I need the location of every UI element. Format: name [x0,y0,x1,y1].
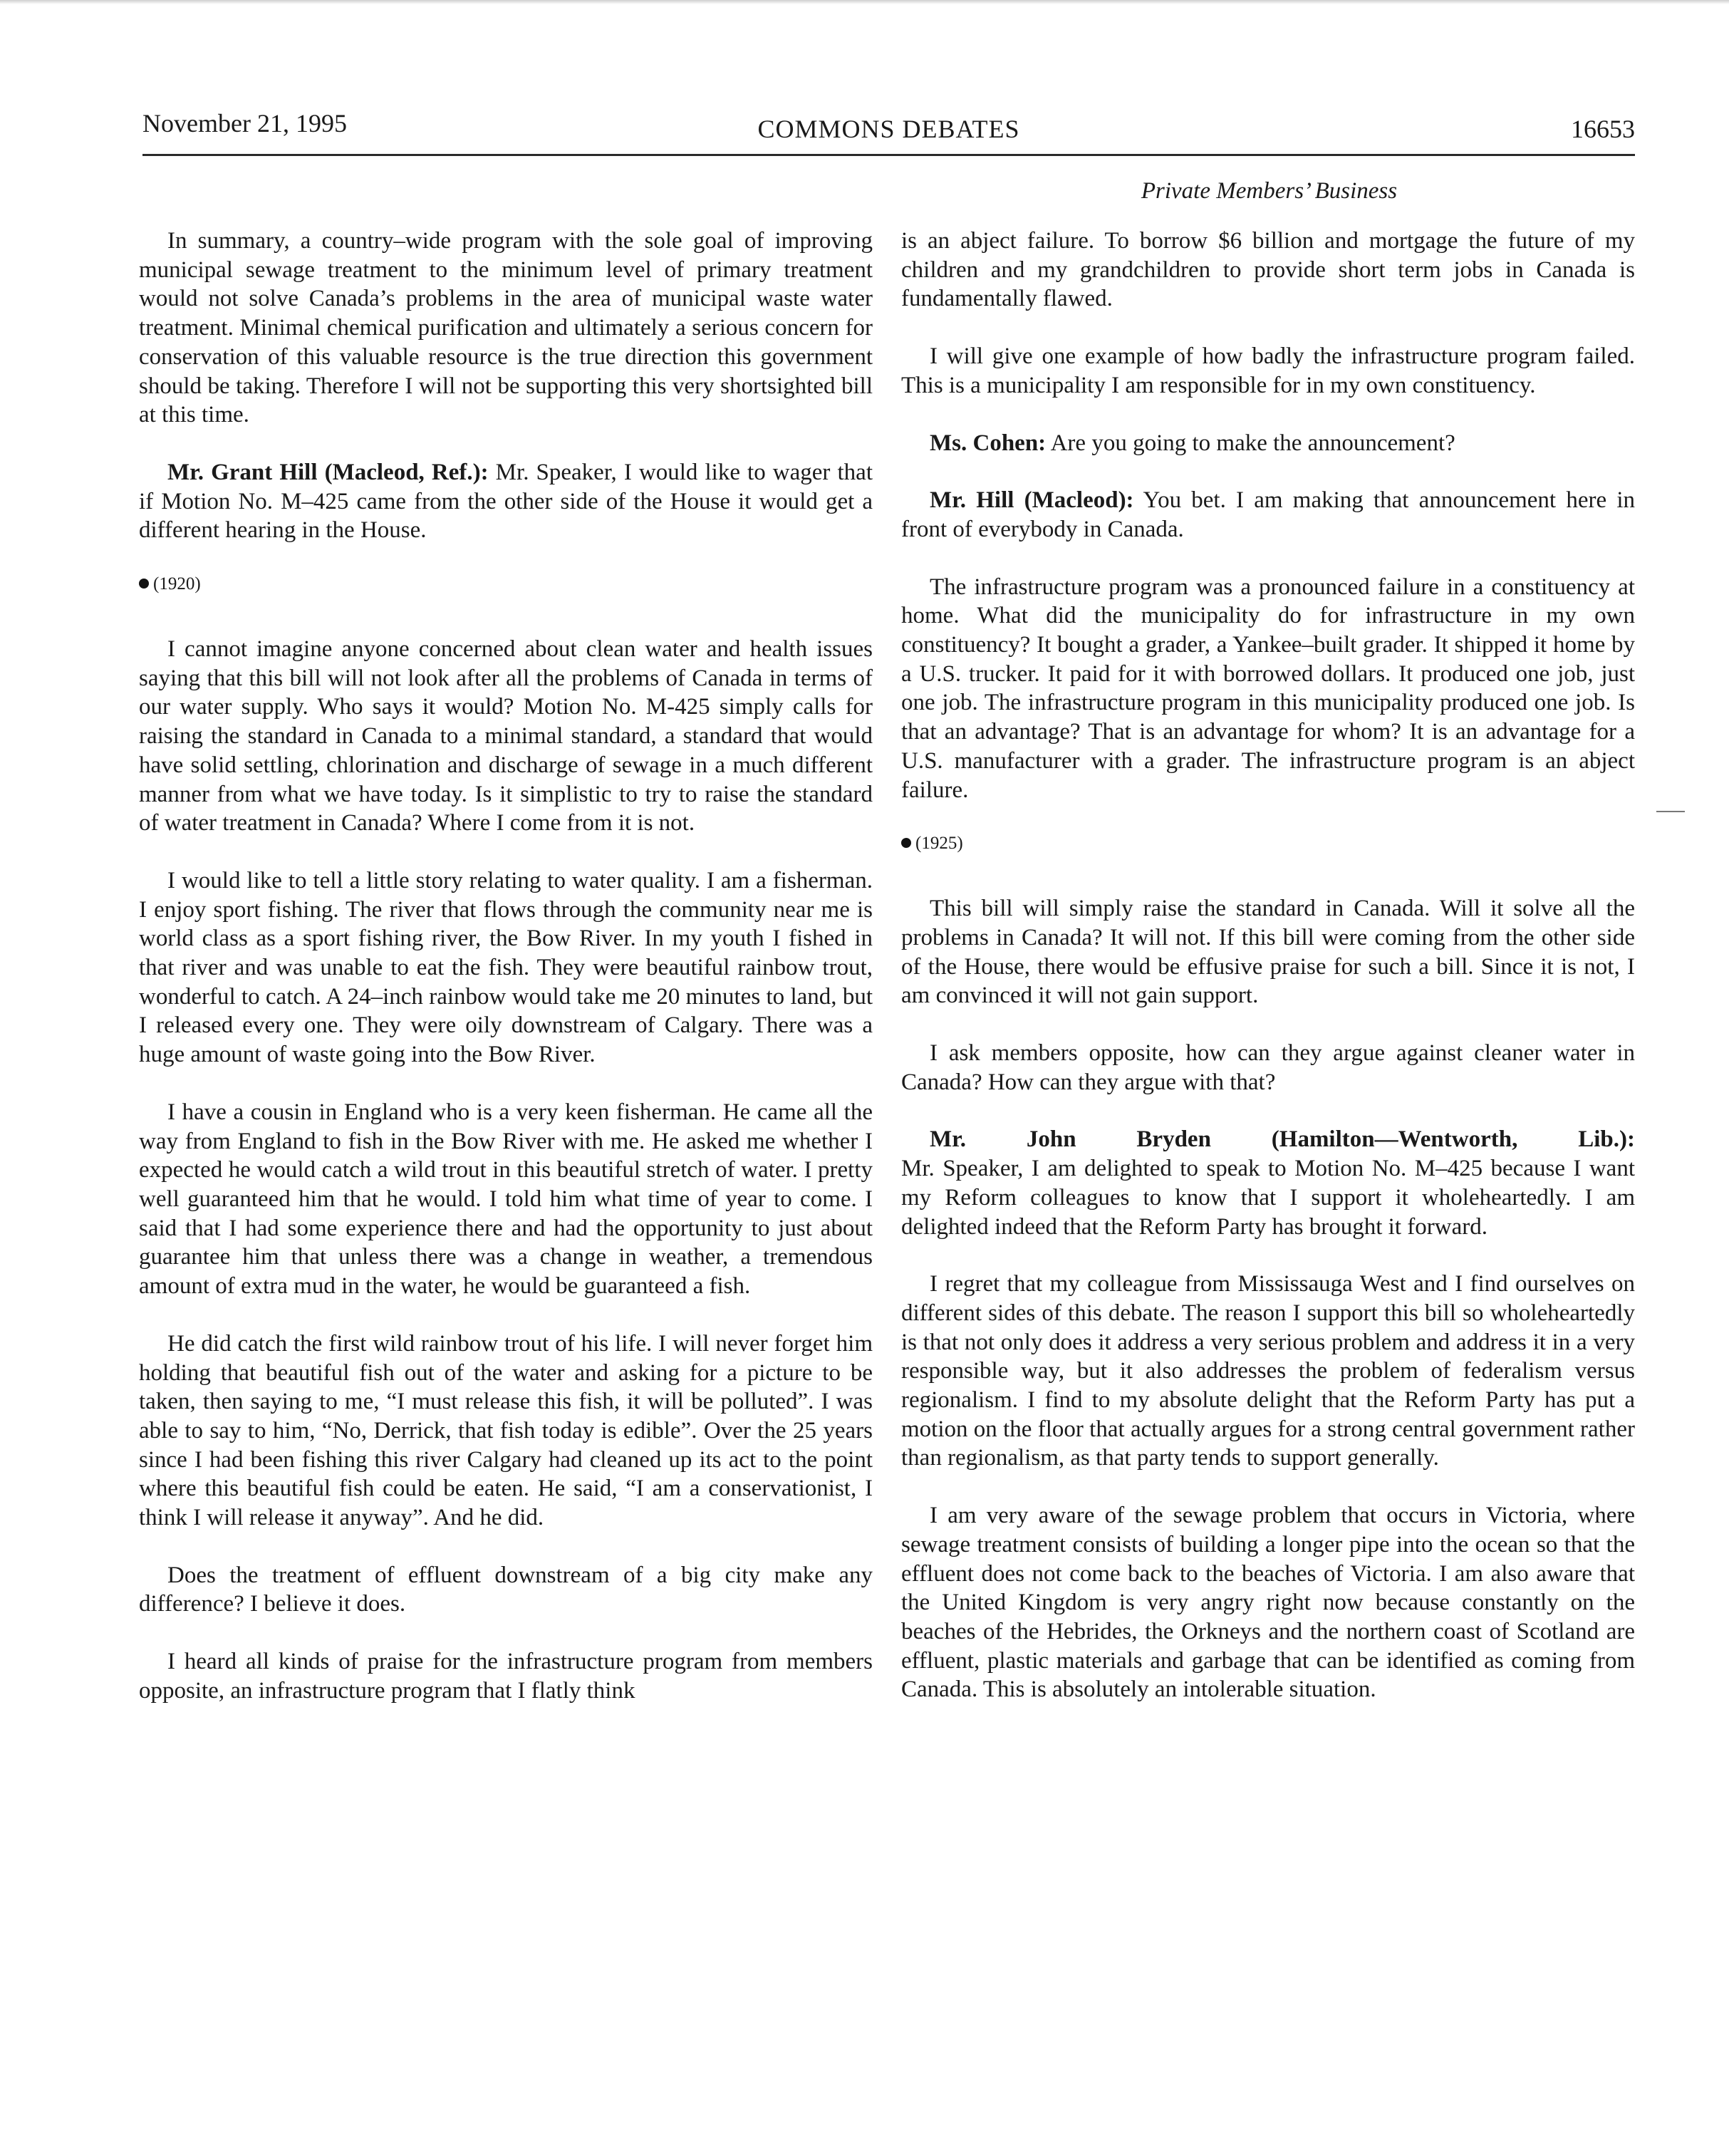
time-marker-text: (1925) [915,834,963,854]
margin-mark [1656,811,1685,812]
paragraph: This bill will simply raise the standard in Canada. Will it solve all the problems in Canada? It will not. If this bill were coming from the other side of the House, there would be effusive praise for such a bill. Since it is not, I am convinced it will not gain support. [901,896,1635,1009]
time-marker [901,833,1635,854]
paragraph: The infrastructure program was a pronounced failure in a constituency at home. What did the municipality do for infrastructure in my own constituency? It bought a grader, a Yankee–built grader. It shipped it home by a U.S. trucker. It paid for it with borrowed dollars. It produced one job, just one job. The infrastructure program in this municipality produced one job. Is that an advantage? That is an advantage for whom? It is an advantage for a U.S. manufacturer with a grader. The infrastructure program is an abject failure. [901,574,1635,803]
header-rule [142,154,1635,156]
paragraph: I have a cousin in England who is a very keen fisherman. He came all the way from England to fish in the Bow River with me. He asked me whether I expected he would catch a wild trout in this beautiful stretch of water. I pretty well guaranteed him that he would. I told him what time of year to come. I said that I had some experience there and had the opportunity to just about guarantee him that unless there was a change in weather, a tremendous amount of extra mud in the water, he would be guaranteed a fish. [139,1099,873,1300]
speaker-name: Mr. Hill (Macleod): [930,487,1134,514]
paragraph: Does the treatment of effluent downstream of a big city make any difference? I believe it does. [139,1562,873,1617]
paragraph [901,486,1635,544]
bullet-icon [901,838,911,848]
paragraph: I will give one example of how badly the infrastructure program failed. This is a municipality I am responsible for in my own constituency. [901,343,1635,398]
paragraph: In summary, a country–wide program with the sole goal of improving municipal sewage treatment to the minimum level of primary treatment would not solve Canada’s problems in the area of municipal waste water treatment. Minimal chemical purification and ultimately a serious concern for conservation of this valuable resource is the true direction this government should be taking. Therefore I will not be supporting this very shortsighted bill at this time. [139,228,873,428]
paragraph [139,458,873,545]
paragraph: I heard all kinds of praise for the infrastructure program from members opposite, an infrastructure program that I flatly think [139,1649,873,1704]
speaker-name: Mr. Grant Hill (Macleod, Ref.): [167,459,489,485]
paragraph: He did catch the first wild rainbow trout of his life. I will never forget him holding that beautiful fish out of the water and asking for a picture to be taken, then saying to me, “I must release this fish, it will be polluted”. I was able to say to him, “No, Derrick, that fish today is edible”. Over the 25 years since I had been fishing this river Calgary had cleaned up its act to the point where this beautiful fish could be eaten. He said, “I am a conservationist, I think I will release it anyway”. And he did. [139,1330,873,1531]
speech-text: You bet. I am making that announcement here in front of everybody in Canada. [901,487,1635,542]
speaker-name-part: Bryden [1136,1126,1211,1153]
header-date: November 21, 1995 [142,109,347,138]
header-page-number: 16653 [1571,115,1635,143]
left-column [139,227,873,1734]
paragraph: I am very aware of the sewage problem that occurs in Victoria, where sewage treatment consists of building a longer pipe into the ocean so that the effluent does not come back to the beaches of Victoria. I am also aware that the United Kingdom is very angry right now because constantly on the beaches of the Hebrides, the Orkneys and the northern coast of Scotland are effluent, plastic materials and garbage that can be identified as coming from Canada. This is absolutely an intolerable situation. [901,1503,1635,1703]
paragraph: I cannot imagine anyone concerned about clean water and health issues saying that this bill will not look after all the problems of Canada in terms of our water supply. Who says it would? Motion No. M-425 simply calls for raising the standard in Canada to a minimal standard, a standard that would have solid settling, chlorination and discharge of sewage in a much different manner from what we have today. Is it simplistic to try to raise the standard of water treatment in Canada? Where I come from it is not. [139,636,873,836]
time-marker [139,574,873,595]
paragraph: I regret that my colleague from Mississauga West and I find ourselves on different sides of this debate. The reason I support this bill so wholeheartedly is that not only does it address a very serious problem and address it in a very responsible way, but it also addresses the problem of federalism versus regionalism. I find to my absolute delight that the Reform Party has put a motion on the floor that actually argues for a strong central government rather than regionalism, as that party tends to support generally. [901,1271,1635,1471]
page-header [142,98,1635,148]
right-column [901,227,1635,1733]
speaker-name-part: Lib.): [1578,1126,1635,1153]
paragraph: I ask members opposite, how can they argue against cleaner water in Canada? How can they argue with that? [901,1040,1635,1095]
speaker-name-part: (Hamilton—Wentworth, [1271,1126,1518,1153]
speaker-name [901,1125,1635,1154]
paragraph [901,1125,1635,1241]
paragraph [901,429,1635,458]
speech-text: Are you going to make the announcement? [1046,430,1455,456]
speech-text: Mr. Speaker, I am delighted to speak to Motion No. M–425 because I want my Reform colleagues to know that I support it wholeheartedly. I am delighted indeed that the Reform Party has brought it forward. [901,1156,1635,1240]
top-edge-shadow [0,0,1729,4]
header-journal-title: COMMONS DEBATES [757,115,1020,143]
paragraph: I would like to tell a little story relating to water quality. I am a fisherman. I enjoy sport fishing. The river that flows through the community near me is world class as a sport fishing river, the Bow River. In my youth I fished in that river and was unable to eat the fish. They were beautiful rainbow trout, wonderful to catch. A 24–inch rainbow would take me 20 minutes to land, but I released every one. They were oily downstream of Calgary. There was a huge amount of waste going into the Bow River. [139,867,873,1068]
speaker-name-part: Mr. [930,1126,967,1153]
time-marker-text: (1920) [153,574,201,594]
speech-text: Mr. Speaker, I would like to wager that if Motion No. M–425 came from the other side of the House it would get a different hearing in the House. [139,459,873,544]
speaker-name: Ms. Cohen: [930,430,1047,456]
bullet-icon [139,579,149,589]
speaker-name-part: John [1026,1126,1076,1153]
paragraph: is an abject failure. To borrow $6 billion and mortgage the future of my children and my grandchildren to provide short term jobs in Canada is fundamentally flawed. [901,228,1635,312]
section-label: Private Members’ Business [1141,178,1398,204]
